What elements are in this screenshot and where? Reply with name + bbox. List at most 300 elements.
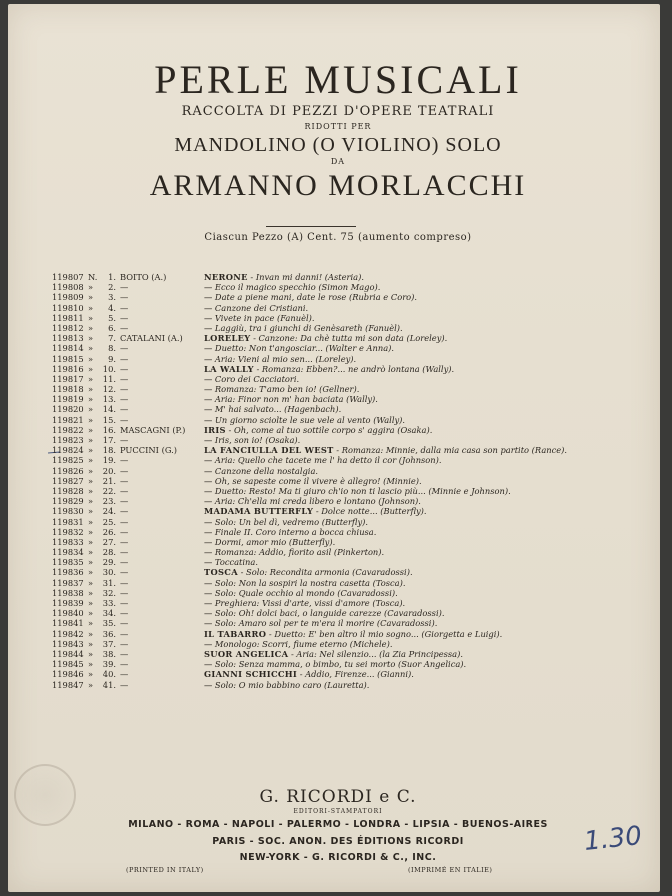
piece-title: — Canzone della nostalgia. bbox=[204, 465, 319, 476]
piece-description bbox=[204, 364, 649, 374]
composer-name: — bbox=[120, 322, 129, 333]
composer-name: — bbox=[120, 343, 129, 354]
piece-title: — Canzone dei Cristiani. bbox=[204, 302, 309, 313]
catalog-ordinal: 26. bbox=[102, 526, 116, 537]
catalog-row bbox=[52, 608, 652, 618]
catalog-mark: » bbox=[88, 373, 94, 384]
catalog-mark: » bbox=[88, 608, 94, 619]
catalog-row bbox=[52, 455, 652, 465]
catalog-row bbox=[52, 272, 652, 282]
piece-description bbox=[204, 629, 649, 639]
piece-title: — Un giorno sciolte le sue vele al vento (Wally). bbox=[204, 414, 406, 425]
piece-description bbox=[204, 547, 649, 557]
catalog-row bbox=[52, 354, 652, 364]
opera-title: GIANNI SCHICCHI bbox=[204, 669, 298, 680]
catalog-mark: » bbox=[88, 312, 94, 323]
catalog-number: 119808 bbox=[52, 282, 84, 293]
piece-description bbox=[204, 394, 649, 404]
composer-name: — bbox=[120, 567, 129, 578]
catalog-ordinal: 5. bbox=[108, 312, 116, 323]
composer-name: — bbox=[120, 404, 129, 415]
composer-name: — bbox=[120, 608, 129, 619]
catalog-ordinal: 32. bbox=[102, 587, 116, 598]
composer-name: — bbox=[120, 496, 129, 507]
catalog-ordinal: 12. bbox=[102, 384, 116, 395]
piece-title: - Canzone: Da chè tutta mi son data (Loreley). bbox=[250, 333, 448, 344]
catalog-number: 119821 bbox=[52, 414, 84, 425]
catalog-mark: » bbox=[88, 547, 94, 558]
catalog-number: 119820 bbox=[52, 404, 84, 415]
catalog-mark: » bbox=[88, 577, 94, 588]
catalog-ordinal: 24. bbox=[102, 506, 116, 517]
catalog-number: 119823 bbox=[52, 435, 84, 445]
catalog-ordinal: 9. bbox=[108, 353, 116, 364]
catalog-ordinal: 19. bbox=[102, 455, 116, 466]
catalog-mark: » bbox=[88, 302, 94, 313]
catalog-mark: » bbox=[88, 292, 94, 303]
catalog-number: 119847 bbox=[52, 679, 84, 690]
piece-title: — Dormi, amor mio (Butterfly). bbox=[204, 536, 336, 547]
catalog-mark: » bbox=[88, 424, 94, 435]
catalog-row bbox=[52, 384, 652, 394]
piece-title: — Solo: Senza mamma, o bimbo, tu sei morto (Suor Angelica). bbox=[204, 659, 467, 670]
page-title: PERLE MUSICALI bbox=[154, 57, 522, 102]
catalog-number: 119822 bbox=[52, 424, 84, 435]
catalog-row bbox=[52, 476, 652, 486]
piece-title: — Romanza: T'amo ben io! (Gellner). bbox=[204, 384, 360, 395]
piece-title: — Toccatina. bbox=[204, 557, 258, 568]
piece-description bbox=[204, 313, 649, 323]
publisher-name: G. RICORDI e C. bbox=[259, 787, 417, 807]
catalog-row bbox=[52, 588, 652, 598]
catalog-mark: » bbox=[88, 475, 94, 486]
catalog-mark: N. bbox=[88, 272, 98, 282]
composer-name: — bbox=[120, 659, 129, 670]
composer-name: — bbox=[120, 577, 129, 588]
printed-in-italy: (PRINTED IN ITALY) bbox=[126, 866, 204, 874]
piece-title: — Aria: Ch'ella mi creda libero e lontano (Johnson). bbox=[204, 496, 421, 507]
catalog-ordinal: 20. bbox=[102, 465, 116, 476]
catalog-mark: » bbox=[88, 587, 94, 598]
piece-title: — Date a piene mani, date le rose (Rubria e Coro). bbox=[204, 292, 418, 303]
composer-name: — bbox=[120, 587, 129, 598]
catalog-mark: » bbox=[88, 638, 94, 649]
divider-rule bbox=[266, 226, 356, 227]
catalog-ordinal: 30. bbox=[102, 567, 116, 578]
piece-title: — Solo: O mio babbino caro (Lauretta). bbox=[204, 679, 370, 690]
piece-title: — Aria: Quello che tacete me l' ha detto il cor (Johnson). bbox=[204, 455, 442, 466]
piece-title: — Solo: Un bel dì, vedremo (Butterfly). bbox=[204, 516, 369, 527]
catalog-ordinal: 16. bbox=[102, 424, 116, 435]
catalog-mark: » bbox=[88, 435, 94, 445]
catalog-number: 119833 bbox=[52, 536, 84, 547]
piece-description bbox=[204, 445, 649, 455]
catalog-number: 119844 bbox=[52, 648, 84, 659]
piece-description bbox=[204, 659, 649, 669]
catalog-ordinal: 40. bbox=[102, 669, 116, 680]
catalog-row bbox=[52, 537, 652, 547]
catalog-row bbox=[52, 506, 652, 516]
opera-title: LA WALLY bbox=[204, 363, 254, 374]
piece-description bbox=[204, 384, 649, 394]
composer-name: — bbox=[120, 557, 129, 568]
catalog-row bbox=[52, 496, 652, 506]
catalog-number: 119835 bbox=[52, 557, 84, 568]
catalog-number: 119838 bbox=[52, 587, 84, 598]
piece-description bbox=[204, 506, 649, 516]
catalog-ordinal: 6. bbox=[108, 322, 116, 333]
catalog-row bbox=[52, 527, 652, 537]
piece-description bbox=[204, 343, 649, 353]
piece-title: — Romanza: Addio, fiorito asil (Pinkerton). bbox=[204, 547, 385, 558]
catalog-mark: » bbox=[88, 353, 94, 364]
catalog-number: 119837 bbox=[52, 577, 84, 588]
composer-name: — bbox=[120, 414, 129, 425]
catalog-mark: » bbox=[88, 648, 94, 659]
opera-title: LORELEY bbox=[204, 333, 251, 344]
catalog-number: 119840 bbox=[52, 608, 84, 619]
piece-description bbox=[204, 486, 649, 496]
composer-name: — bbox=[120, 353, 129, 364]
catalog-mark: » bbox=[88, 384, 94, 395]
catalog-ordinal: 1. bbox=[108, 272, 116, 282]
catalog-ordinal: 11. bbox=[102, 373, 116, 384]
piece-title: — Aria: Finor non m' han baciata (Wally). bbox=[204, 394, 378, 405]
piece-title: - Solo: Recondita armonia (Cavaradossi). bbox=[237, 567, 413, 578]
catalog-ordinal: 34. bbox=[102, 608, 116, 619]
piece-title: — Iris, son io! (Osaka). bbox=[204, 435, 301, 445]
opera-title: TOSCA bbox=[204, 567, 238, 578]
catalog-ordinal: 41. bbox=[102, 679, 116, 690]
catalog-row bbox=[52, 486, 652, 496]
catalog-ordinal: 27. bbox=[102, 536, 116, 547]
catalog-mark: » bbox=[88, 414, 94, 425]
piece-description bbox=[204, 425, 649, 435]
catalog-row bbox=[52, 659, 652, 669]
catalog-ordinal: 28. bbox=[102, 547, 116, 558]
composer-name: — bbox=[120, 648, 129, 659]
piece-description bbox=[204, 466, 649, 476]
composer-name: BOITO (A.) bbox=[120, 272, 167, 282]
composer-name: — bbox=[120, 292, 129, 303]
catalog-row bbox=[52, 578, 652, 588]
piece-title: — Duetto: Non t'angosciar... (Walter e Anna). bbox=[204, 343, 395, 354]
catalog-ordinal: 3. bbox=[108, 292, 116, 303]
composer-name: — bbox=[120, 455, 129, 466]
piece-title: — Vivete in pace (Fanuèl). bbox=[204, 312, 315, 323]
catalog-ordinal: 2. bbox=[108, 282, 116, 293]
catalog-ordinal: 39. bbox=[102, 659, 116, 670]
catalog-row bbox=[52, 292, 652, 302]
piece-title: — Solo: Quale occhio al mondo (Cavaradossi). bbox=[204, 587, 398, 598]
catalog-ordinal: 14. bbox=[102, 404, 116, 415]
catalog-ordinal: 17. bbox=[102, 435, 116, 445]
catalog-row bbox=[52, 415, 652, 425]
piece-title: — M' hai salvato... (Hagenbach). bbox=[204, 404, 342, 415]
composer-name: — bbox=[120, 475, 129, 486]
catalog-ordinal: 22. bbox=[102, 485, 116, 496]
catalog-number: 119811 bbox=[52, 312, 84, 323]
piece-description bbox=[204, 537, 649, 547]
catalog-mark: » bbox=[88, 363, 94, 374]
piece-description bbox=[204, 649, 649, 659]
piece-description bbox=[204, 598, 649, 608]
catalog-ordinal: 33. bbox=[102, 598, 116, 608]
catalog-mark: » bbox=[88, 445, 94, 456]
price-line: Ciascun Pezzo (A) Cent. 75 (aumento compreso) bbox=[204, 232, 472, 243]
catalog-mark: » bbox=[88, 465, 94, 476]
composer-name: PUCCINI (G.) bbox=[120, 445, 178, 456]
catalog-row bbox=[52, 303, 652, 313]
piece-title: - Aria: Nel silenzio... (la Zia Principessa). bbox=[288, 648, 463, 659]
composer-name: — bbox=[120, 679, 129, 690]
composer-name: — bbox=[120, 628, 129, 639]
collection-subtitle: RACCOLTA DI PEZZI D'OPERE TEATRALI bbox=[181, 104, 495, 119]
piece-description bbox=[204, 618, 649, 628]
author-name: ARMANNO MORLACCHI bbox=[149, 169, 527, 202]
composer-name: — bbox=[120, 465, 129, 476]
catalog-ordinal: 36. bbox=[102, 628, 116, 639]
piece-description bbox=[204, 639, 649, 649]
catalog-row bbox=[52, 639, 652, 649]
catalog-mark: » bbox=[88, 598, 94, 608]
catalog-number: 119825 bbox=[52, 455, 84, 466]
piece-description bbox=[204, 323, 649, 333]
piece-title: — Ecco il magico specchio (Simon Mago). bbox=[204, 282, 381, 293]
catalog-mark: » bbox=[88, 455, 94, 466]
composer-name: — bbox=[120, 312, 129, 323]
catalog-number: 119818 bbox=[52, 384, 84, 395]
catalog-number: 119834 bbox=[52, 547, 84, 558]
catalog-number: 119815 bbox=[52, 353, 84, 364]
catalog-row bbox=[52, 435, 652, 445]
catalog-row bbox=[52, 282, 652, 292]
piece-title: — Duetto: Resto! Ma ti giuro ch'io non ti lascio più... (Minnie e Johnson). bbox=[204, 485, 511, 496]
piece-description bbox=[204, 578, 649, 588]
piece-description bbox=[204, 669, 649, 679]
catalog-number: 119846 bbox=[52, 669, 84, 680]
piece-description bbox=[204, 680, 649, 690]
composer-name: — bbox=[120, 282, 129, 293]
composer-name: — bbox=[120, 485, 129, 496]
catalog-number: 119826 bbox=[52, 465, 84, 476]
catalog-number: 119832 bbox=[52, 526, 84, 537]
catalog-mark: » bbox=[88, 333, 94, 344]
catalog-number: 119819 bbox=[52, 394, 84, 405]
catalog-row bbox=[52, 313, 652, 323]
catalog-number: 119839 bbox=[52, 598, 84, 608]
catalog-row bbox=[52, 343, 652, 353]
piece-description bbox=[204, 435, 649, 445]
composer-name: — bbox=[120, 516, 129, 527]
catalog-row bbox=[52, 323, 652, 333]
composer-name: — bbox=[120, 669, 129, 680]
catalog-mark: » bbox=[88, 618, 94, 629]
opera-title: SUOR ANGELICA bbox=[204, 648, 289, 659]
catalog-number: 119813 bbox=[52, 333, 84, 344]
piece-title: - Dolce notte... (Butterfly). bbox=[313, 506, 427, 517]
composer-name: — bbox=[120, 384, 129, 395]
catalog-number: 119842 bbox=[52, 628, 84, 639]
catalog-mark: » bbox=[88, 659, 94, 670]
piece-title: — Preghiera: Vissi d'arte, vissi d'amore (Tosca). bbox=[204, 598, 406, 608]
catalog-row bbox=[52, 680, 652, 690]
opera-title: IL TABARRO bbox=[204, 628, 267, 639]
catalog-ordinal: 10. bbox=[102, 363, 116, 374]
sheet-music-cover bbox=[8, 4, 660, 892]
catalog-ordinal: 38. bbox=[102, 648, 116, 659]
piece-title: - Duetto: E' ben altro il mio sogno... (Giorgetta e Luigi). bbox=[266, 628, 503, 639]
catalog-ordinal: 8. bbox=[108, 343, 116, 354]
composer-name: — bbox=[120, 638, 129, 649]
catalog-mark: » bbox=[88, 669, 94, 680]
imprime-en-italie: (IMPRIMÉ EN ITALIE) bbox=[408, 866, 493, 874]
catalog-ordinal: 15. bbox=[102, 414, 116, 425]
catalog-row bbox=[52, 374, 652, 384]
catalog-row bbox=[52, 425, 652, 435]
publisher-subtitle: EDITORI-STAMPATORI bbox=[293, 808, 383, 815]
catalog-number: 119828 bbox=[52, 485, 84, 496]
catalog-ordinal: 29. bbox=[102, 557, 116, 568]
composer-name: — bbox=[120, 373, 129, 384]
catalog-number: 119831 bbox=[52, 516, 84, 527]
piece-description bbox=[204, 282, 649, 292]
piece-description bbox=[204, 476, 649, 486]
piece-description bbox=[204, 588, 649, 598]
catalog-ordinal: 13. bbox=[102, 394, 116, 405]
catalog-number: 119827 bbox=[52, 475, 84, 486]
catalog-number: 119816 bbox=[52, 363, 84, 374]
handwritten-price: 1.30 bbox=[582, 821, 644, 857]
composer-name: — bbox=[120, 435, 129, 445]
piece-title: — Laggiù, tra i giunchi di Genèsareth (Fanuèl). bbox=[204, 322, 403, 333]
instrument-heading: MANDOLINO (O VIOLINO) SOLO bbox=[174, 134, 502, 156]
catalog-row bbox=[52, 445, 652, 455]
opera-title: MADAMA BUTTERFLY bbox=[204, 506, 314, 517]
composer-name: CATALANI (A.) bbox=[120, 333, 183, 344]
piece-description bbox=[204, 415, 649, 425]
publisher-newyork: NEW-YORK - G. RICORDI & C., INC. bbox=[239, 852, 437, 863]
catalog-mark: » bbox=[88, 567, 94, 578]
piece-title: - Invan mi danni! (Asteria). bbox=[247, 272, 364, 282]
catalog-row bbox=[52, 598, 652, 608]
piece-title: - Oh, come al tuo sottile corpo s' aggira (Osaka). bbox=[225, 424, 433, 435]
catalog-mark: » bbox=[88, 526, 94, 537]
piece-title: — Solo: Non la sospiri la nostra casetta (Tosca). bbox=[204, 577, 406, 588]
catalog-ordinal: 25. bbox=[102, 516, 116, 527]
piece-title: — Aria: Vieni al mio sen... (Loreley). bbox=[204, 353, 357, 364]
catalog-mark: » bbox=[88, 536, 94, 547]
catalog-ordinal: 37. bbox=[102, 638, 116, 649]
composer-name: — bbox=[120, 302, 129, 313]
piece-title: — Solo: Amaro sol per te m'era il morire (Cavaradossi). bbox=[204, 618, 438, 629]
composer-name: MASCAGNI (P.) bbox=[120, 424, 186, 435]
publisher-cities: MILANO - ROMA - NAPOLI - PALERMO - LONDRA - LIPSIA - BUENOS-AIRES bbox=[128, 819, 548, 830]
catalog-number: 119845 bbox=[52, 659, 84, 670]
catalog-mark: » bbox=[88, 322, 94, 333]
composer-name: — bbox=[120, 394, 129, 405]
catalog-mark: » bbox=[88, 485, 94, 496]
catalog-row bbox=[52, 364, 652, 374]
composer-name: — bbox=[120, 618, 129, 629]
piece-description bbox=[204, 272, 649, 282]
catalog-ordinal: 23. bbox=[102, 496, 116, 507]
catalog-row bbox=[52, 333, 652, 343]
catalog-row bbox=[52, 649, 652, 659]
catalog-ordinal: 18. bbox=[102, 445, 116, 456]
piece-description bbox=[204, 374, 649, 384]
catalog-row bbox=[52, 466, 652, 476]
catalog-number: 119810 bbox=[52, 302, 84, 313]
catalog-list bbox=[52, 272, 652, 690]
catalog-number: 119814 bbox=[52, 343, 84, 354]
piece-description bbox=[204, 333, 649, 343]
composer-name: — bbox=[120, 547, 129, 558]
publisher-paris: PARIS - SOC. ANON. DES ÉDITIONS RICORDI bbox=[212, 836, 464, 847]
catalog-number: 119809 bbox=[52, 292, 84, 303]
by-label: DA bbox=[330, 157, 346, 166]
composer-name: — bbox=[120, 506, 129, 517]
catalog-ordinal: 35. bbox=[102, 618, 116, 629]
catalog-mark: » bbox=[88, 496, 94, 507]
piece-description bbox=[204, 455, 649, 465]
composer-name: — bbox=[120, 536, 129, 547]
piece-title: — Solo: Oh! dolci baci, o languide carezze (Cavaradossi). bbox=[204, 608, 445, 619]
catalog-mark: » bbox=[88, 404, 94, 415]
opera-title: NERONE bbox=[204, 272, 248, 282]
composer-name: — bbox=[120, 363, 129, 374]
catalog-row bbox=[52, 618, 652, 628]
catalog-mark: » bbox=[88, 679, 94, 690]
catalog-number: 119843 bbox=[52, 638, 84, 649]
catalog-row bbox=[52, 669, 652, 679]
composer-name: — bbox=[120, 598, 129, 608]
piece-title: — Oh, se sapeste come il vivere è allegro! (Minnie). bbox=[204, 475, 422, 486]
catalog-number: 119836 bbox=[52, 567, 84, 578]
piece-title: — Finale II. Coro interno a bocca chiusa. bbox=[204, 526, 377, 537]
catalog-number: 119807 bbox=[52, 272, 84, 282]
catalog-row bbox=[52, 629, 652, 639]
catalog-mark: » bbox=[88, 394, 94, 405]
piece-description bbox=[204, 567, 649, 577]
catalog-mark: » bbox=[88, 557, 94, 568]
composer-name: — bbox=[120, 526, 129, 537]
catalog-number: 119841 bbox=[52, 618, 84, 629]
catalog-row bbox=[52, 567, 652, 577]
catalog-mark: » bbox=[88, 506, 94, 517]
catalog-mark: » bbox=[88, 628, 94, 639]
piece-description bbox=[204, 557, 649, 567]
piece-description bbox=[204, 608, 649, 618]
catalog-number: 119830 bbox=[52, 506, 84, 517]
catalog-ordinal: 31. bbox=[102, 577, 116, 588]
piece-title: - Romanza: Minnie, dalla mia casa son partito (Rance). bbox=[333, 445, 568, 456]
piece-description bbox=[204, 303, 649, 313]
catalog-number: 119824 bbox=[52, 445, 84, 456]
catalog-row bbox=[52, 394, 652, 404]
piece-title: - Addio, Firenze... (Gianni). bbox=[297, 669, 414, 680]
catalog-mark: » bbox=[88, 282, 94, 293]
opera-title: LA FANCIULLA DEL WEST bbox=[204, 445, 334, 456]
catalog-number: 119829 bbox=[52, 496, 84, 507]
catalog-mark: » bbox=[88, 343, 94, 354]
piece-title: — Monologo: Scorri, fiume eterno (Michele). bbox=[204, 638, 393, 649]
catalog-ordinal: 21. bbox=[102, 475, 116, 486]
catalog-row bbox=[52, 557, 652, 567]
catalog-row bbox=[52, 404, 652, 414]
piece-title: — Coro dei Cacciatori. bbox=[204, 373, 300, 384]
piece-description bbox=[204, 354, 649, 364]
